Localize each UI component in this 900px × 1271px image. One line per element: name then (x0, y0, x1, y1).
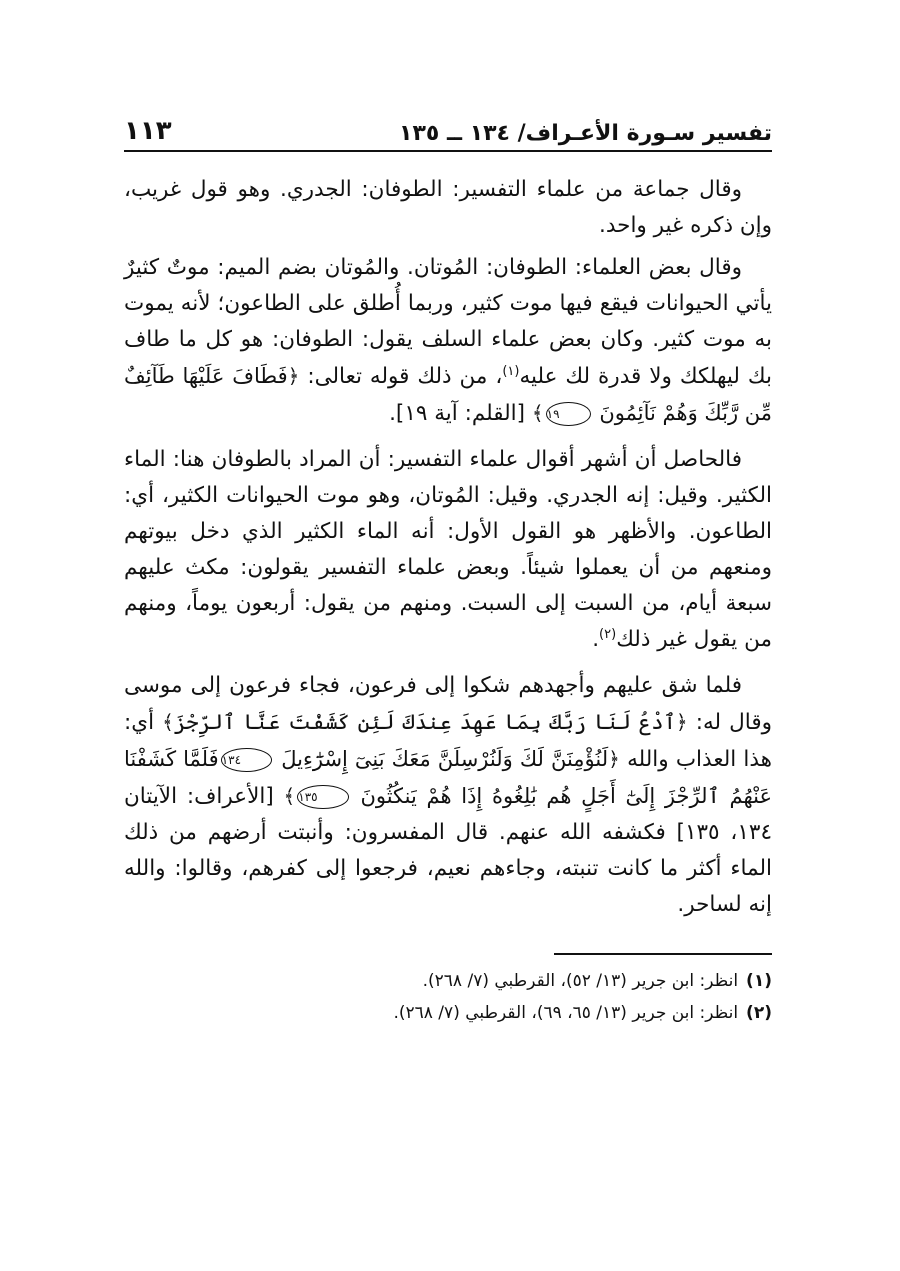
quran-verse: لَنُؤْمِنَنَّ لَكَ وَلَنُرْسِلَنَّ مَعَكَ بَنِىٓ إِسْرَٰٓءِيلَ (281, 747, 609, 771)
paragraph-text: وقال بعض العلماء: الطوفان: المُوتان. والمُوتان بضم الميم: موتٌ كثيرٌ يأتي الحيوانات فيقع فيها موت كثير، وربما أُطلق على الطاعون؛ لأنه يموت به موت كثير. وكان بعض علماء السلف يقول: الطوفان: هو كل ما طاف بك ليهلكك ولا قدرة لك عليه (124, 255, 772, 389)
footnote-ref-1: (١) (502, 363, 520, 379)
paragraph-text: أي: هذا العذاب والله (124, 710, 773, 772)
quran-verse: فَطَافَ عَلَيْهَا طَآئِفٌ مِّن رَّبِّكَ وَهُمْ نَآئِمُونَ (124, 364, 772, 425)
paragraph-text: ، من ذلك قوله تعالى: (307, 364, 503, 389)
footnote-item (124, 997, 772, 1029)
footnote-number: (١) (746, 971, 772, 991)
quran-close-bracket: ﴾ (283, 784, 296, 808)
page-number: ١١٣ (124, 116, 172, 146)
paragraph-text: [القلم: آية ١٩]. (389, 401, 526, 426)
quran-verse: فَلَمَّا كَشَفْنَا عَنْهُمُ ٱلرِّجْزَ إِلَىٰٓ أَجَلٍ هُم بَٰلِغُوهُ إِذَا هُمْ يَنكُثُونَ (124, 747, 772, 808)
paragraph-text: وقال جماعة من علماء التفسير: الطوفان: الجدري. وهو قول غريب، وإن ذكره غير واحد. (124, 177, 772, 238)
quran-close-bracket: ﴾ (531, 401, 544, 425)
paragraph-3 (124, 442, 772, 658)
paragraph-4 (124, 668, 772, 923)
footnotes (124, 965, 772, 1029)
running-header (124, 100, 772, 152)
paragraph-text: فلما شق عليهم وأجهدهم شكوا إلى فرعون، فجاء فرعون إلى موسى وقال له: (124, 673, 772, 735)
ayah-number-mark: ١٣٤ (221, 748, 272, 772)
ayah-number-mark: ١٣٥ (297, 785, 348, 809)
ayah-number-mark: ١٩ (546, 402, 591, 426)
footnote-number: (٢) (746, 1003, 772, 1023)
quran-verse: ٱدْعُ لَنَا رَبَّكَ بِمَا عَهِدَ عِندَكَ لَئِن كَشَفْتَ عَنَّا ٱلرِّجْزَ (173, 710, 676, 734)
footnote-text: انظر: ابن جرير (١٣/ ٦٥، ٦٩)، القرطبي (٧/ ٢٦٨). (393, 1003, 739, 1023)
footnote-separator (554, 953, 772, 955)
footnote-text: انظر: ابن جرير (١٣/ ٥٢)، القرطبي (٧/ ٢٦٨). (422, 971, 739, 991)
running-title: تفسير سـورة الأعـراف/ ١٣٤ ــ ١٣٥ (399, 121, 772, 146)
footnote-ref-2: (٢) (599, 626, 617, 642)
paragraph-text: . (592, 627, 600, 652)
quran-open-bracket: ﴿ (287, 364, 300, 388)
paragraph-text: فالحاصل أن أشهر أقوال علماء التفسير: أن المراد بالطوفان هنا: الماء الكثير. وقيل: إنه الجدري. وقيل: المُوتان، وهو موت الحيوانات الكثير، أي: الطاعون. والأظهر هو القول الأول: أنه الماء الكثير الذي دخل بيوتهم ومنعهم من أن يعملوا شيئاً. وبعض علماء التفسير يقولون: مكث عليهم سبعة أيام، من السبت إلى السبت. ومنهم من يقول: أربعون يوماً، ومنهم من يقول غير ذلك (124, 447, 772, 652)
quran-open-bracket: ﴿ (675, 710, 688, 734)
quran-close-bracket: ﴾ (162, 710, 174, 734)
paragraph-1 (124, 172, 772, 244)
body-text (124, 172, 772, 923)
footnote-item (124, 965, 772, 997)
quran-open-bracket: ﴿ (608, 747, 620, 771)
paragraph-text: [الأعراف: الآيتان ١٣٤، ١٣٥] فكشفه الله عنهم. قال المفسرون: وأنبتت أرضهم من ذلك الماء أكثر ما كانت تنبته، وجاءهم نعيم، فرجعوا إلى كفرهم، وقالوا: والله إنه لساحر. (124, 784, 772, 917)
paragraph-2 (124, 250, 772, 432)
book-page (124, 100, 772, 1029)
